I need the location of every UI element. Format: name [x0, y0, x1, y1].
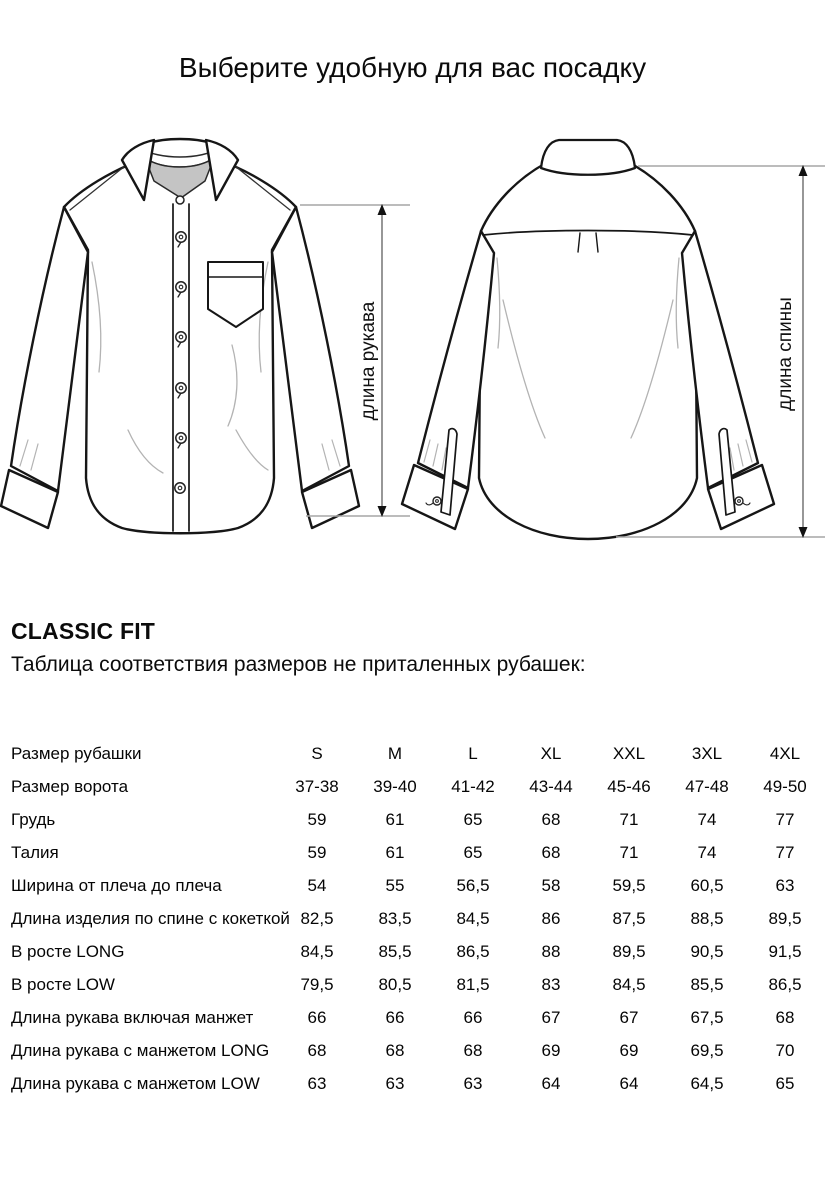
cell-value: 64,5	[690, 1073, 724, 1093]
table-row	[11, 1034, 824, 1067]
cell-value: 37-38	[295, 776, 339, 796]
cell-value: 47-48	[685, 776, 729, 796]
cell-value: 58	[541, 875, 561, 895]
cell-value: 56,5	[456, 875, 490, 895]
cell-value: 4XL	[769, 743, 801, 763]
cell-value: 49-50	[763, 776, 807, 796]
cell-value: 77	[775, 842, 795, 862]
cell-value: 91,5	[768, 941, 802, 961]
row-label: Размер ворота	[11, 776, 129, 796]
cell-value: XXL	[612, 743, 646, 763]
cell-value: 83	[541, 974, 561, 994]
cell-value: 83,5	[378, 908, 412, 928]
cell-value: 86	[541, 908, 561, 928]
shirt-diagrams-svg	[0, 135, 825, 587]
cell-value: 55	[385, 875, 405, 895]
cell-value: 63	[385, 1073, 405, 1093]
cell-value: 84,5	[300, 941, 334, 961]
cell-value: 45-46	[607, 776, 651, 796]
cell-value: 39-40	[373, 776, 417, 796]
cell-value: 54	[307, 875, 327, 895]
cell-value: 88,5	[690, 908, 724, 928]
cell-value: 85,5	[690, 974, 724, 994]
cell-value: 79,5	[300, 974, 334, 994]
cell-value: 81,5	[456, 974, 490, 994]
cell-value: 86,5	[768, 974, 802, 994]
table-row	[11, 968, 824, 1001]
cell-value: 69	[619, 1040, 639, 1060]
cell-value: 59,5	[612, 875, 646, 895]
fit-heading: CLASSIC FIT	[11, 618, 156, 644]
back-collar	[541, 140, 635, 175]
row-label: Длина рукава с манжетом LONG	[11, 1040, 270, 1060]
row-label: В росте LONG	[11, 941, 125, 961]
size-table-body	[11, 737, 824, 1100]
cell-value: 82,5	[300, 908, 334, 928]
cell-value: 86,5	[456, 941, 490, 961]
cell-value: 71	[619, 809, 639, 829]
cell-value: 60,5	[690, 875, 724, 895]
row-label: Ширина от плеча до плеча	[11, 875, 222, 895]
cell-value: XL	[540, 743, 562, 763]
table-row	[11, 737, 824, 770]
page-title: Выберите удобную для вас посадку	[178, 52, 647, 83]
cell-value: 61	[385, 809, 405, 829]
table-row	[11, 1001, 824, 1034]
back-shirt-drawing	[402, 140, 774, 539]
cell-value: L	[468, 743, 478, 763]
cell-value: 67	[619, 1007, 639, 1027]
shirt-diagrams	[0, 135, 825, 587]
size-table	[11, 737, 824, 1100]
row-label: Длина изделия по спине с кокеткой	[11, 908, 290, 928]
cell-value: 65	[463, 842, 483, 862]
row-label: Талия	[11, 842, 59, 862]
back-length-label: длина спины	[775, 297, 796, 411]
cell-value: 68	[307, 1040, 327, 1060]
cell-value: 65	[463, 809, 483, 829]
cell-value: 89,5	[612, 941, 646, 961]
cell-value: 61	[385, 842, 405, 862]
cell-value: 69	[541, 1040, 561, 1060]
cell-value: 68	[463, 1040, 483, 1060]
cell-value: 77	[775, 809, 795, 829]
table-row	[11, 803, 824, 836]
cell-value: 90,5	[690, 941, 724, 961]
row-label: В росте LOW	[11, 974, 115, 994]
cell-value: 89,5	[768, 908, 802, 928]
row-label: Грудь	[11, 809, 56, 829]
cell-value: 64	[541, 1073, 561, 1093]
cell-value: 67	[541, 1007, 561, 1027]
cell-value: M	[387, 743, 403, 763]
cell-value: 43-44	[529, 776, 573, 796]
cell-value: 59	[307, 842, 327, 862]
cell-value: 59	[307, 809, 327, 829]
table-caption: Таблица соответствия размеров не приталенных рубашек:	[11, 653, 586, 676]
row-label: Длина рукава с манжетом LOW	[11, 1073, 260, 1093]
cell-value: 71	[619, 842, 639, 862]
front-shirt-drawing	[1, 139, 359, 533]
cell-value: 63	[775, 875, 795, 895]
cell-value: 64	[619, 1073, 639, 1093]
table-row	[11, 902, 824, 935]
cell-value: 88	[541, 941, 561, 961]
cell-value: 66	[307, 1007, 327, 1027]
cell-value: 3XL	[691, 743, 723, 763]
cell-value: 70	[775, 1040, 795, 1060]
cell-value: 69,5	[690, 1040, 724, 1060]
row-label: Длина рукава включая манжет	[11, 1007, 254, 1027]
cell-value: 68	[385, 1040, 405, 1060]
cell-value: 85,5	[378, 941, 412, 961]
cell-value: 68	[541, 842, 561, 862]
cell-value: 84,5	[612, 974, 646, 994]
cell-value: 74	[697, 809, 717, 829]
cell-value: 68	[775, 1007, 795, 1027]
cell-value: 68	[541, 809, 561, 829]
cell-value: 63	[463, 1073, 483, 1093]
cell-value: 74	[697, 842, 717, 862]
cell-value: S	[311, 743, 323, 763]
table-row	[11, 836, 824, 869]
cell-value: 67,5	[690, 1007, 724, 1027]
cell-value: 65	[775, 1073, 795, 1093]
cell-value: 63	[307, 1073, 327, 1093]
table-row	[11, 1067, 824, 1100]
sleeve-length-label: длина рукава	[358, 301, 379, 421]
cell-value: 80,5	[378, 974, 412, 994]
cell-value: 66	[463, 1007, 483, 1027]
table-row	[11, 935, 824, 968]
table-row	[11, 770, 824, 803]
table-row	[11, 869, 824, 902]
cell-value: 84,5	[456, 908, 490, 928]
cell-value: 41-42	[451, 776, 495, 796]
row-label: Размер рубашки	[11, 743, 142, 763]
cell-value: 66	[385, 1007, 405, 1027]
cell-value: 87,5	[612, 908, 646, 928]
